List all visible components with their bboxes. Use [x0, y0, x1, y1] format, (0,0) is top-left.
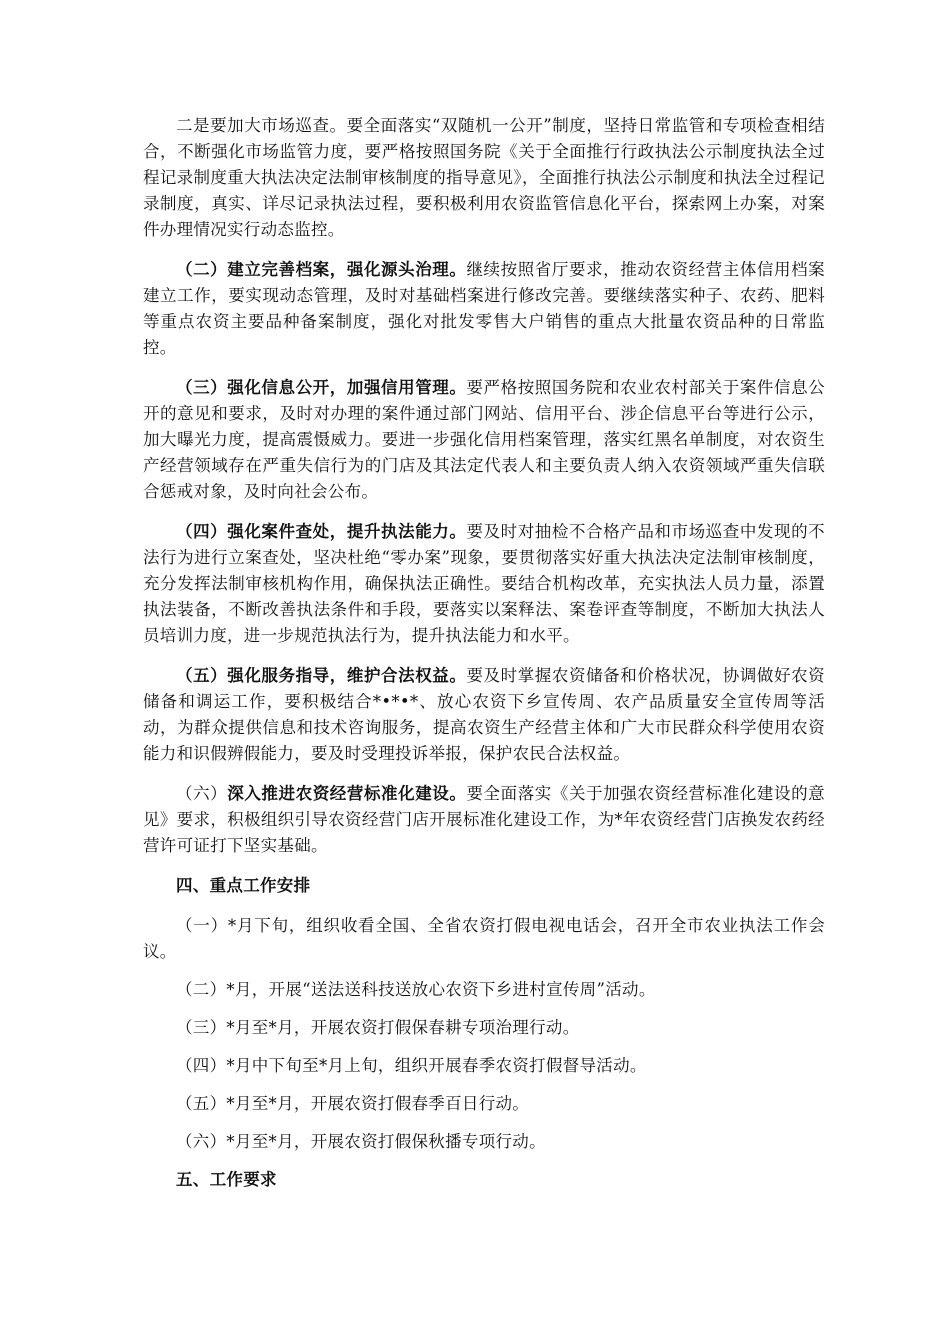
- document-page: [143, 113, 825, 1207]
- heading-work-requirements: 五、工作要求: [176, 1170, 277, 1189]
- schedule-item-3: （三）*月至*月，开展农资打假保春耕专项治理行动。: [176, 1018, 580, 1037]
- section-body-service: 要及时掌握农资储备和价格状况，协调做好农资储备和调运工作，要积极结合*•*•*、放心农资下乡宣传周、农产品质量安全宣传周等活动，为群众提供信息和技术咨询服务，提高农资生产经营主体和广大市民群众科学使用农资能力和识假辨假能力，要及时受理投诉举报，保护农民合法权益。: [143, 666, 825, 763]
- section-body-archives: 继续按照省厅要求，推动农资经营主体信用档案建立工作，要实现动态管理，及时对基础档案进行修改完善。要继续落实种子、农药、肥料等重点农资主要品种备案制度，强化对批发零售大户销售的重点大批量农资品种的日常监控。: [143, 260, 825, 357]
- schedule-item-1: （一）*月下旬，组织收看全国、全省农资打假电视电话会，召开全市农业执法工作会议。: [143, 916, 825, 961]
- schedule-item-6: （六）*月至*月，开展农资打假保秋播专项行动。: [176, 1132, 546, 1151]
- section-lead-standardization: 深入推进农资经营标准化建设。: [227, 784, 467, 803]
- section-lead-info: （三）强化信息公开，加强信用管理。: [176, 378, 467, 397]
- paragraph-archives: [143, 257, 825, 361]
- section-lead-service: （五）强化服务指导，维护合法权益。: [176, 666, 467, 685]
- paragraph-market-inspection: 二是要加大市场巡查。要全面落实“双随机一公开”制度，坚持日常监管和专项检查相结合，不断强化市场监管力度，要严格按照国务院《关于全面推行行政执法公示制度执法全过程记录制度重大执法决定法制审核制度的指导意见》，全面推行执法公示制度和执法全过程记录制度，真实、详尽记录执法过程，要积极利用农资监管信息化平台，探索网上办案，对案件办理情况实行动态监控。: [143, 116, 825, 239]
- paragraph-info-disclosure: [143, 375, 825, 505]
- heading-key-work: 四、重点工作安排: [176, 876, 311, 895]
- section-lead-archives: （二）建立完善档案，强化源头治理。: [176, 260, 467, 279]
- schedule-item-4: （四）*月中下旬至*月上旬，组织开展春季农资打假督导活动。: [176, 1056, 647, 1075]
- section-body-cases: 要及时对抽检不合格产品和市场巡查中发现的不法行为进行立案查处，坚决杜绝“零办案”现象，要贯彻落实好重大执法决定法制审核制度，充分发挥法制审核机构作用，确保执法正确性。要结合机构改革，充实执法人员力量，添置执法装备，不断改善执法条件和手段，要落实以案释法、案卷评查等制度，不断加大执法人员培训力度，进一步规范执法行为，提升执法能力和水平。: [143, 522, 825, 645]
- section-body-standardization: 要全面落实《关于加强农资经营标准化建设的意见》要求，积极组织引导农资经营门店开展标准化建设工作，为*年农资经营门店换发农药经营许可证打下坚实基础。: [143, 784, 825, 855]
- paragraph-standardization: [143, 781, 825, 859]
- schedule-item-2: （二）*月，开展“送法送科技送放心农资下乡进村宣传周”活动。: [176, 980, 656, 999]
- paragraph-case-handling: [143, 519, 825, 649]
- section-body-info: 要严格按照国务院和农业农村部关于案件信息公开的意见和要求，及时对办理的案件通过部门网站、信用平台、涉企信息平台等进行公示，加大曝光力度，提高震慑威力。要进一步强化信用档案管理，落实红黑名单制度，对农资生产经营领域存在严重失信行为的门店及其法定代表人和主要负责人纳入农资领域严重失信联合惩戒对象，及时向社会公布。: [143, 378, 825, 501]
- section-lead-cases: （四）强化案件查处，提升执法能力。: [176, 522, 467, 541]
- schedule-item-5: （五）*月至*月，开展农资打假春季百日行动。: [176, 1094, 530, 1113]
- section-num-standardization: （六）: [176, 784, 228, 803]
- paragraph-service-guidance: [143, 663, 825, 767]
